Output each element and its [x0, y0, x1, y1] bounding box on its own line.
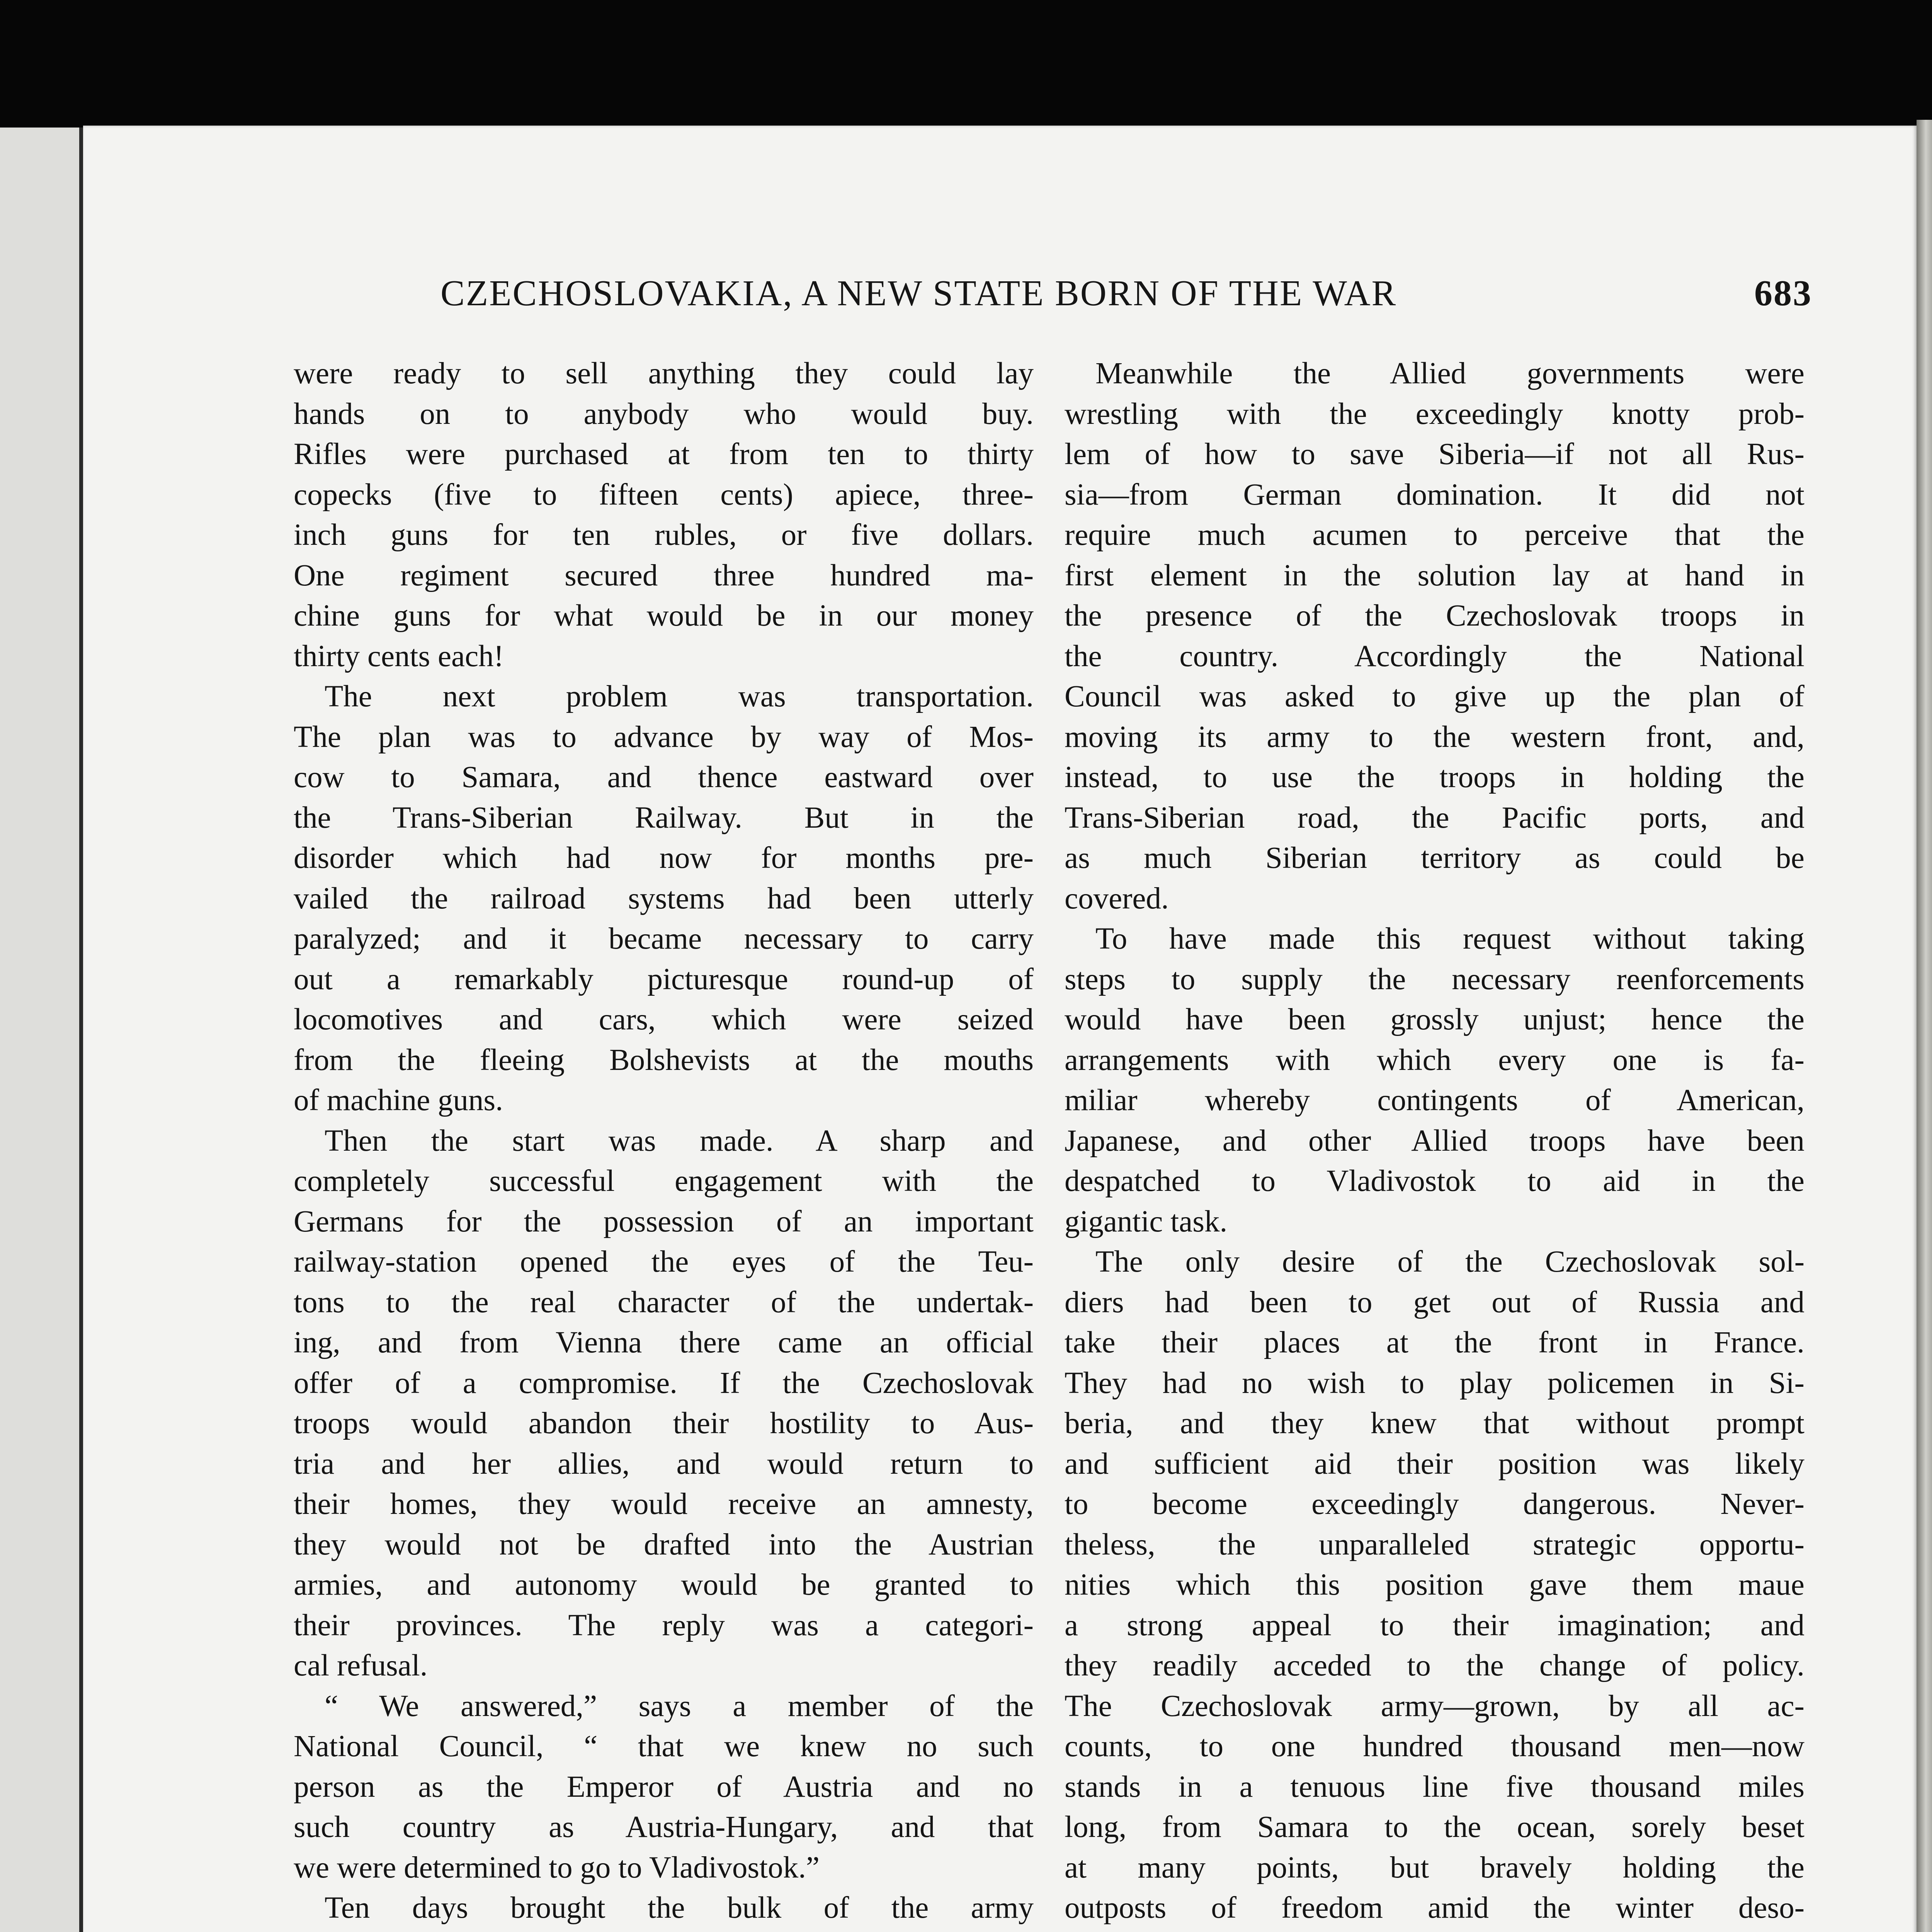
text-line: were ready to sell anything they could lay: [294, 357, 1034, 390]
text-line: would have been grossly unjust; hence the: [1065, 1003, 1804, 1036]
text-line: Trans-Siberian road, the Pacific ports, and: [1065, 801, 1804, 835]
text-line: moving its army to the western front, and,: [1065, 720, 1804, 754]
text-line: armies, and autonomy would be granted to: [294, 1568, 1034, 1602]
text-line: their provinces. The reply was a categori-: [294, 1608, 1034, 1642]
running-head: [355, 272, 1812, 319]
text-line: tons to the real character of the undertak-: [294, 1285, 1034, 1319]
text-line: Council was asked to give up the plan of: [1065, 680, 1804, 713]
text-line: gigantic task.: [1065, 1204, 1228, 1238]
text-line: theless, the unparalleled strategic opportu-: [1065, 1527, 1804, 1561]
text-line: The next problem was transportation.: [325, 680, 1034, 713]
text-line: wrestling with the exceedingly knotty prob-: [1065, 397, 1804, 431]
text-line: such country as Austria-Hungary, and that: [294, 1810, 1034, 1844]
text-line: take their places at the front in France.: [1065, 1326, 1804, 1359]
text-line: counts, to one hundred thousand men—now: [1065, 1730, 1804, 1763]
text-line: they readily acceded to the change of policy.: [1065, 1649, 1804, 1682]
text-line: thirty cents each!: [294, 639, 504, 673]
text-line: vailed the railroad systems had been utterly: [294, 881, 1034, 915]
page-number: 683: [1754, 273, 1812, 313]
text-line: paralyzed; and it became necessary to carry: [294, 922, 1034, 956]
right-text-column: [1065, 354, 1804, 1932]
text-line: arrangements with which every one is fa-: [1065, 1043, 1804, 1077]
text-line: ing, and from Vienna there came an official: [294, 1326, 1034, 1359]
text-line: The plan was to advance by way of Mos-: [294, 720, 1034, 754]
text-line: Meanwhile the Allied governments were: [1095, 357, 1804, 390]
text-line: [1065, 1929, 1804, 1932]
text-line: Then the start was made. A sharp and: [325, 1124, 1034, 1158]
text-line: lem of how to save Siberia—if not all Rus-: [1065, 437, 1804, 471]
text-line: cal refusal.: [294, 1649, 428, 1682]
text-line: hands on to anybody who would buy.: [294, 397, 1034, 431]
text-line: their homes, they would receive an amnesty,: [294, 1487, 1034, 1521]
text-line: we were determined to go to Vladivostok.”: [294, 1850, 820, 1884]
text-line: completely successful engagement with the: [294, 1164, 1034, 1198]
text-line: National Council, “ that we knew no such: [294, 1730, 1034, 1763]
page-fore-edge: [1917, 120, 1932, 1932]
text-line: at many points, but bravely holding the: [1065, 1850, 1804, 1884]
text-line: to become exceedingly dangerous. Never-: [1065, 1487, 1804, 1521]
text-line: copecks (five to fifteen cents) apiece, three-: [294, 478, 1034, 512]
text-line: out a remarkably picturesque round-up of: [294, 962, 1034, 996]
text-line: railway-station opened the eyes of the Teu-: [294, 1245, 1034, 1279]
text-line: the presence of the Czechoslovak troops in: [1065, 599, 1804, 633]
text-line: as much Siberian territory as could be: [1065, 841, 1804, 875]
text-line: outposts of freedom amid the winter deso-: [1065, 1891, 1804, 1925]
text-line: The Czechoslovak army—grown, by all ac-: [1065, 1689, 1804, 1723]
text-line: nities which this position gave them maue: [1065, 1568, 1804, 1602]
text-line: the country. Accordingly the National: [1065, 639, 1804, 673]
text-line: despatched to Vladivostok to aid in the: [1065, 1164, 1804, 1198]
left-text-column: [294, 354, 1034, 1932]
text-line: sia—from German domination. It did not: [1065, 478, 1804, 512]
text-line: troops would abandon their hostility to Aus-: [294, 1406, 1034, 1440]
text-line: “ We answered,” says a member of the: [325, 1689, 1034, 1723]
text-line: chine guns for what would be in our money: [294, 599, 1034, 633]
text-line: they would not be drafted into the Austrian: [294, 1527, 1034, 1561]
text-line: To have made this request without taking: [1095, 922, 1804, 956]
text-line: locomotives and cars, which were seized: [294, 1003, 1034, 1036]
text-line: disorder which had now for months pre-: [294, 841, 1034, 875]
text-line: covered.: [1065, 881, 1169, 915]
facing-page-edge: [0, 128, 85, 1932]
running-head-title: CZECHOSLOVAKIA, A NEW STATE BORN OF THE WAR: [440, 273, 1397, 313]
text-line: Ten days brought the bulk of the army: [325, 1891, 1034, 1925]
text-line: a strong appeal to their imagination; and: [1065, 1608, 1804, 1642]
text-line: the Trans-Siberian Railway. But in the: [294, 801, 1034, 835]
text-line: first element in the solution lay at hand in: [1065, 558, 1804, 592]
text-line: diers had been to get out of Russia and: [1065, 1285, 1804, 1319]
text-line: cow to Samara, and thence eastward over: [294, 760, 1034, 794]
text-line: long, from Samara to the ocean, sorely beset: [1065, 1810, 1804, 1844]
text-line: Germans for the possession of an important: [294, 1204, 1034, 1238]
text-line: and sufficient aid their position was likely: [1065, 1447, 1804, 1481]
text-line: inch guns for ten rubles, or five dollars.: [294, 518, 1034, 552]
text-line: stands in a tenuous line five thousand miles: [1065, 1770, 1804, 1804]
text-line: Rifles were purchased at from ten to thirty: [294, 437, 1034, 471]
text-line: offer of a compromise. If the Czechoslovak: [294, 1366, 1034, 1400]
text-line: miliar whereby contingents of American,: [1065, 1083, 1804, 1117]
text-line: person as the Emperor of Austria and no: [294, 1770, 1034, 1804]
text-line: [294, 1929, 1034, 1932]
text-line: tria and her allies, and would return to: [294, 1447, 1034, 1481]
text-line: instead, to use the troops in holding the: [1065, 760, 1804, 794]
text-line: from the fleeing Bolshevists at the mouths: [294, 1043, 1034, 1077]
text-line: The only desire of the Czechoslovak sol-: [1095, 1245, 1804, 1279]
text-line: One regiment secured three hundred ma-: [294, 558, 1034, 592]
text-line: They had no wish to play policemen in Si-: [1065, 1366, 1804, 1400]
text-line: require much acumen to perceive that the: [1065, 518, 1804, 552]
text-line: steps to supply the necessary reenforcements: [1065, 962, 1804, 996]
text-line: of machine guns.: [294, 1083, 503, 1117]
text-line: beria, and they knew that without prompt: [1065, 1406, 1804, 1440]
text-line: Japanese, and other Allied troops have been: [1065, 1124, 1804, 1158]
